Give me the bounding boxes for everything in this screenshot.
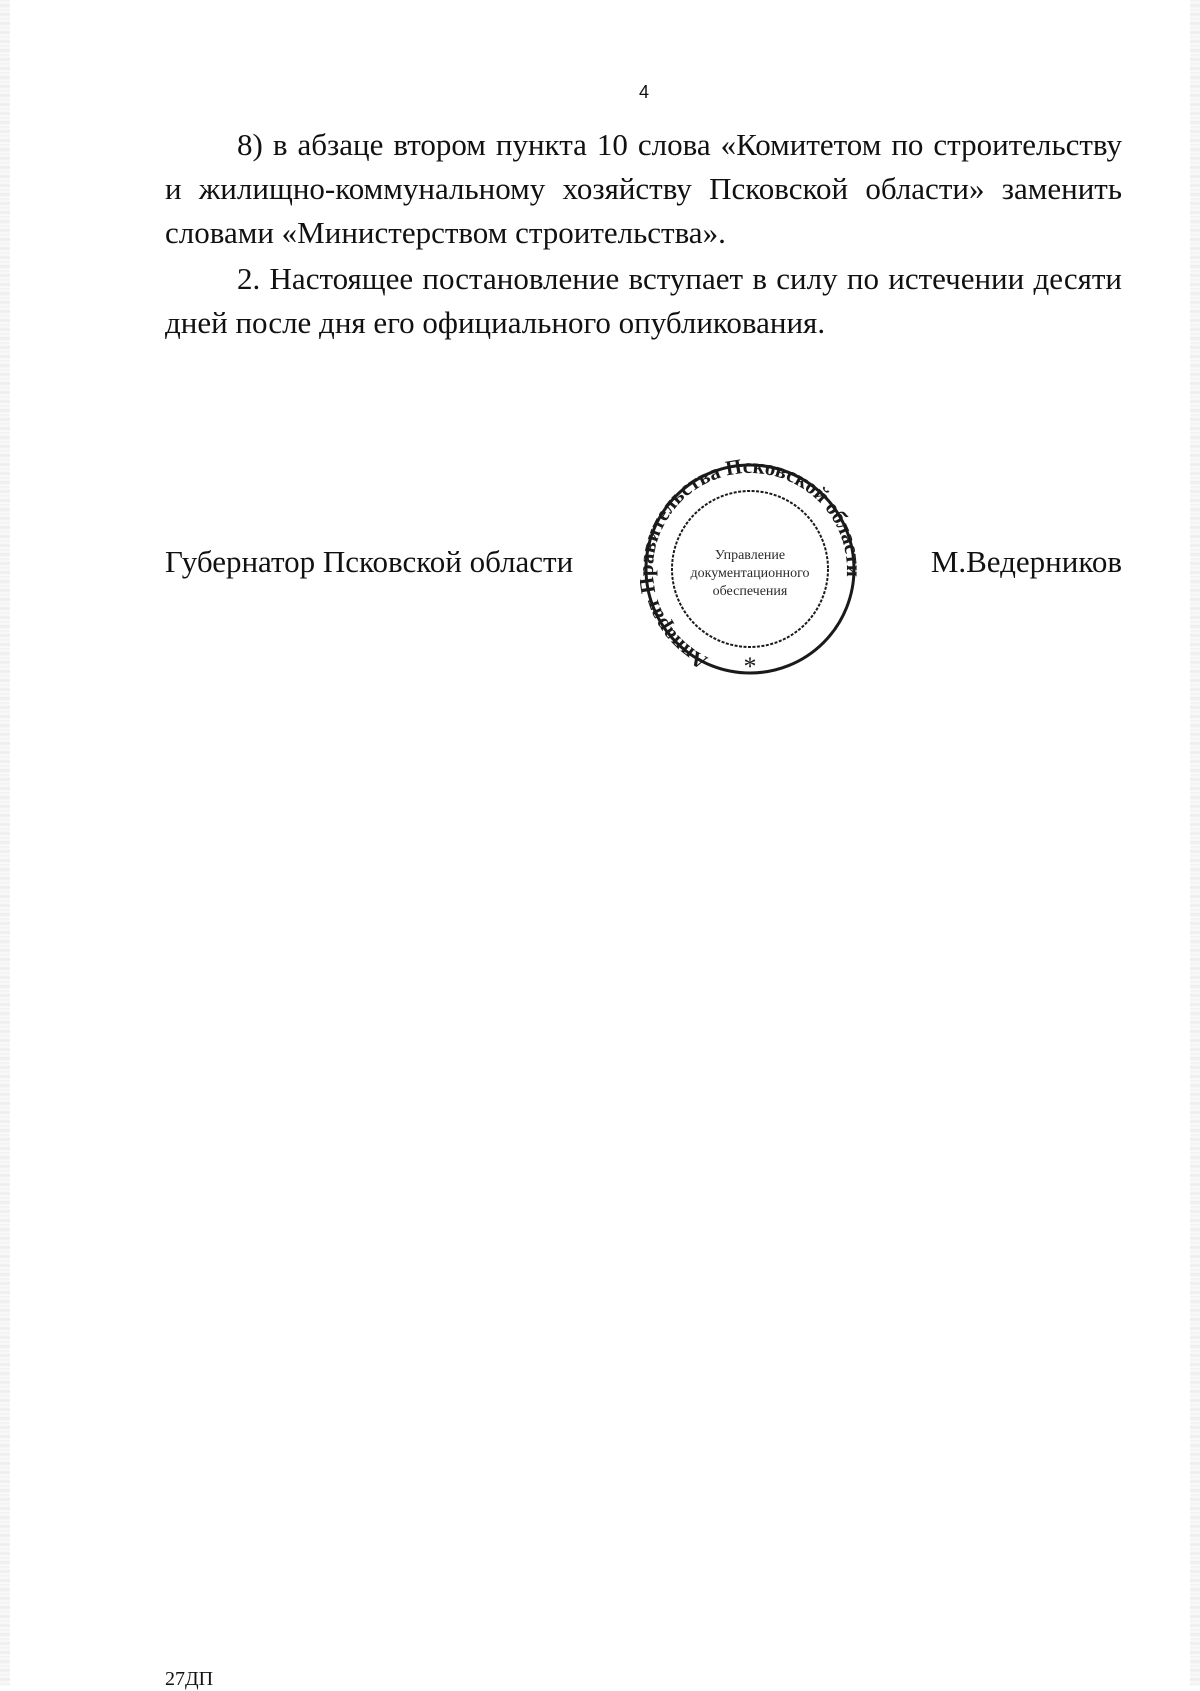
paragraph-amendment-8: 8) в абзаце втором пункта 10 слова «Комитетом по строительству и жилищно-коммунальному хозяйству Псковской области» заменить словами «Министерством строительства». bbox=[165, 127, 1122, 250]
signer-title: Губернатор Псковской области bbox=[165, 544, 574, 579]
scan-edge-left bbox=[0, 0, 10, 1686]
official-seal bbox=[640, 455, 860, 680]
scan-edge-right bbox=[1190, 0, 1200, 1686]
document-code: 27ДП bbox=[165, 1668, 214, 1690]
page-number: 4 bbox=[638, 82, 649, 102]
seal-inner-line-1: Управление bbox=[714, 548, 786, 563]
seal-star-icon: * bbox=[743, 652, 757, 680]
seal-inner-line-3: обеспечения bbox=[712, 584, 788, 599]
document-body bbox=[165, 123, 1122, 345]
seal-graphic bbox=[640, 455, 860, 680]
seal-outer-text: Аппарат ительства Псковской обла bbox=[640, 455, 860, 675]
seal-inner-line-2: документационного bbox=[690, 566, 810, 581]
paragraph-effective-date: 2. Настоящее постановление вступает в силу по истечении десяти дней после дня его официального опубликования. bbox=[165, 261, 1122, 340]
signer-name: М.Ведерников bbox=[930, 544, 1122, 579]
